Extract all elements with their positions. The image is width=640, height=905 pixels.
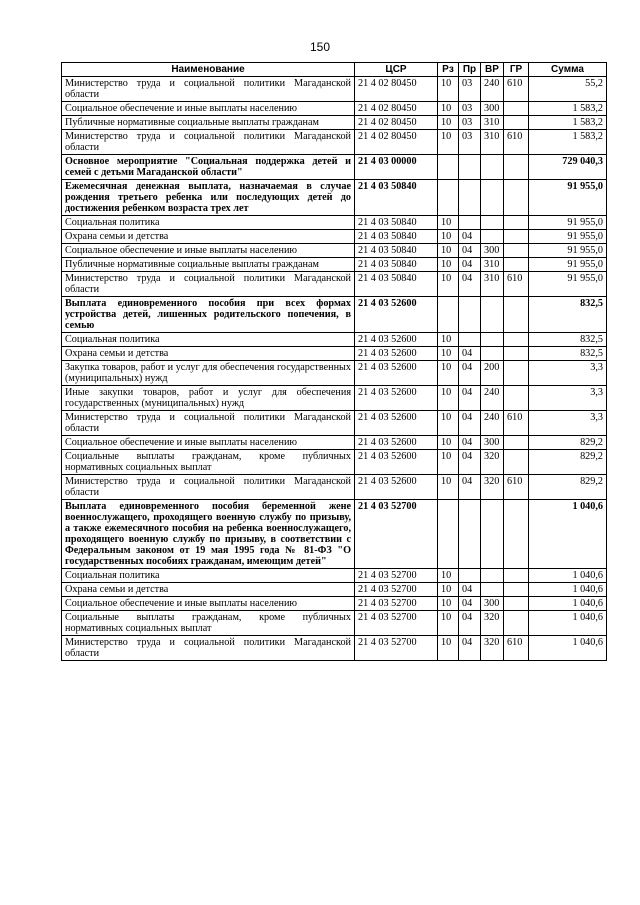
cell-rz: 10 xyxy=(438,333,459,347)
cell-csr: 21 4 03 52700 xyxy=(355,569,438,583)
cell-vr xyxy=(481,347,504,361)
cell-sum: 1 040,6 xyxy=(529,500,607,569)
header-gr: ГР xyxy=(504,63,529,77)
cell-sum: 1 040,6 xyxy=(529,597,607,611)
cell-rz: 10 xyxy=(438,411,459,436)
cell-pr xyxy=(459,569,481,583)
cell-vr xyxy=(481,180,504,216)
cell-name: Социальные выплаты гражданам, кроме публичных нормативных социальных выплат xyxy=(62,450,355,475)
cell-gr xyxy=(504,258,529,272)
cell-name: Социальное обеспечение и иные выплаты населению xyxy=(62,436,355,450)
cell-gr xyxy=(504,361,529,386)
table-row xyxy=(62,386,607,411)
cell-gr xyxy=(504,116,529,130)
table-row xyxy=(62,180,607,216)
cell-rz: 10 xyxy=(438,272,459,297)
cell-gr xyxy=(504,583,529,597)
cell-rz: 10 xyxy=(438,347,459,361)
cell-sum: 832,5 xyxy=(529,347,607,361)
cell-csr: 21 4 02 80450 xyxy=(355,102,438,116)
cell-csr: 21 4 02 80450 xyxy=(355,130,438,155)
cell-vr: 300 xyxy=(481,436,504,450)
cell-rz xyxy=(438,297,459,333)
table-row xyxy=(62,102,607,116)
cell-pr: 04 xyxy=(459,230,481,244)
cell-csr: 21 4 02 80450 xyxy=(355,77,438,102)
table-row xyxy=(62,450,607,475)
cell-name: Министерство труда и социальной политики Магаданской области xyxy=(62,130,355,155)
cell-rz: 10 xyxy=(438,475,459,500)
cell-gr xyxy=(504,347,529,361)
cell-name: Социальное обеспечение и иные выплаты населению xyxy=(62,597,355,611)
cell-pr: 03 xyxy=(459,116,481,130)
cell-csr: 21 4 03 50840 xyxy=(355,230,438,244)
cell-csr: 21 4 03 52600 xyxy=(355,475,438,500)
cell-vr: 300 xyxy=(481,597,504,611)
cell-sum: 91 955,0 xyxy=(529,230,607,244)
cell-vr: 320 xyxy=(481,475,504,500)
cell-pr xyxy=(459,155,481,180)
cell-pr xyxy=(459,297,481,333)
cell-sum: 3,3 xyxy=(529,386,607,411)
cell-vr xyxy=(481,155,504,180)
cell-rz: 10 xyxy=(438,636,459,661)
table-body xyxy=(62,77,607,661)
cell-pr: 04 xyxy=(459,258,481,272)
cell-name: Министерство труда и социальной политики Магаданской области xyxy=(62,272,355,297)
cell-name: Социальная политика xyxy=(62,333,355,347)
cell-vr: 310 xyxy=(481,130,504,155)
cell-pr: 04 xyxy=(459,386,481,411)
table-row xyxy=(62,500,607,569)
cell-name: Министерство труда и социальной политики Магаданской области xyxy=(62,475,355,500)
cell-csr: 21 4 03 52700 xyxy=(355,583,438,597)
cell-name: Публичные нормативные социальные выплаты гражданам xyxy=(62,258,355,272)
cell-pr: 03 xyxy=(459,102,481,116)
cell-rz: 10 xyxy=(438,450,459,475)
cell-rz: 10 xyxy=(438,116,459,130)
cell-sum: 1 040,6 xyxy=(529,583,607,597)
cell-sum: 1 583,2 xyxy=(529,102,607,116)
cell-name: Выплата единовременного пособия при всех формах устройства детей, лишенных родительского попечения, в семью xyxy=(62,297,355,333)
cell-pr: 03 xyxy=(459,130,481,155)
cell-sum: 1 040,6 xyxy=(529,569,607,583)
cell-name: Министерство труда и социальной политики Магаданской области xyxy=(62,77,355,102)
cell-sum: 829,2 xyxy=(529,450,607,475)
cell-rz: 10 xyxy=(438,258,459,272)
cell-csr: 21 4 02 80450 xyxy=(355,116,438,130)
cell-rz xyxy=(438,155,459,180)
table-row xyxy=(62,216,607,230)
cell-vr: 310 xyxy=(481,272,504,297)
cell-rz: 10 xyxy=(438,230,459,244)
table-row xyxy=(62,230,607,244)
cell-name: Социальное обеспечение и иные выплаты населению xyxy=(62,102,355,116)
cell-name: Социальная политика xyxy=(62,569,355,583)
cell-name: Ежемесячная денежная выплата, назначаемая в случае рождения третьего ребенка или последующих детей до достижения ребенком возраста трех лет xyxy=(62,180,355,216)
cell-csr: 21 4 03 52600 xyxy=(355,361,438,386)
cell-name: Основное мероприятие "Социальная поддержка детей и семей с детьми Магаданской области" xyxy=(62,155,355,180)
cell-pr: 04 xyxy=(459,475,481,500)
cell-vr: 240 xyxy=(481,77,504,102)
table-row xyxy=(62,636,607,661)
cell-csr: 21 4 03 50840 xyxy=(355,258,438,272)
cell-gr xyxy=(504,230,529,244)
cell-pr: 04 xyxy=(459,611,481,636)
cell-pr: 04 xyxy=(459,361,481,386)
cell-vr: 310 xyxy=(481,116,504,130)
cell-name: Социальные выплаты гражданам, кроме публичных нормативных социальных выплат xyxy=(62,611,355,636)
cell-rz: 10 xyxy=(438,386,459,411)
cell-csr: 21 4 03 52600 xyxy=(355,347,438,361)
cell-vr: 320 xyxy=(481,450,504,475)
cell-pr xyxy=(459,333,481,347)
cell-name: Охрана семьи и детства xyxy=(62,347,355,361)
cell-vr: 300 xyxy=(481,244,504,258)
cell-gr xyxy=(504,611,529,636)
cell-sum: 91 955,0 xyxy=(529,180,607,216)
table-row xyxy=(62,583,607,597)
cell-pr: 04 xyxy=(459,436,481,450)
cell-gr xyxy=(504,155,529,180)
cell-pr: 03 xyxy=(459,77,481,102)
budget-table xyxy=(61,62,607,661)
cell-rz xyxy=(438,500,459,569)
header-vr: ВР xyxy=(481,63,504,77)
cell-sum: 91 955,0 xyxy=(529,272,607,297)
cell-gr xyxy=(504,180,529,216)
cell-gr xyxy=(504,569,529,583)
table-row xyxy=(62,611,607,636)
cell-gr xyxy=(504,436,529,450)
table-row xyxy=(62,569,607,583)
header-pr: Пр xyxy=(459,63,481,77)
cell-gr: 610 xyxy=(504,130,529,155)
cell-pr xyxy=(459,500,481,569)
cell-rz: 10 xyxy=(438,597,459,611)
cell-sum: 729 040,3 xyxy=(529,155,607,180)
cell-pr xyxy=(459,216,481,230)
cell-name: Охрана семьи и детства xyxy=(62,583,355,597)
cell-pr: 04 xyxy=(459,450,481,475)
cell-name: Публичные нормативные социальные выплаты гражданам xyxy=(62,116,355,130)
cell-pr: 04 xyxy=(459,272,481,297)
cell-sum: 1 040,6 xyxy=(529,636,607,661)
cell-name: Иные закупки товаров, работ и услуг для обеспечения государственных (муниципальных) нужд xyxy=(62,386,355,411)
cell-name: Охрана семьи и детства xyxy=(62,230,355,244)
cell-vr xyxy=(481,230,504,244)
cell-sum: 91 955,0 xyxy=(529,244,607,258)
cell-vr xyxy=(481,297,504,333)
cell-rz: 10 xyxy=(438,583,459,597)
cell-sum: 832,5 xyxy=(529,333,607,347)
table-row xyxy=(62,77,607,102)
table-row xyxy=(62,411,607,436)
cell-rz: 10 xyxy=(438,102,459,116)
cell-gr: 610 xyxy=(504,475,529,500)
cell-rz: 10 xyxy=(438,77,459,102)
cell-name: Выплата единовременного пособия беременной жене военнослужащего, проходящего военную службу по призыву, а также ежемесячного пособия на ребенка военнослужащего, проходящего военную службу по призыву, в соответствии с Федеральным законом от 19 мая 1995 года № 81-ФЗ "О государственных пособиях гражданам, имеющим детей" xyxy=(62,500,355,569)
cell-gr: 610 xyxy=(504,636,529,661)
cell-pr: 04 xyxy=(459,597,481,611)
cell-gr xyxy=(504,386,529,411)
cell-pr: 04 xyxy=(459,347,481,361)
cell-vr: 200 xyxy=(481,361,504,386)
table-row xyxy=(62,333,607,347)
cell-vr: 240 xyxy=(481,411,504,436)
cell-pr: 04 xyxy=(459,583,481,597)
cell-vr: 240 xyxy=(481,386,504,411)
cell-gr xyxy=(504,597,529,611)
header-rz: Рз xyxy=(438,63,459,77)
cell-gr: 610 xyxy=(504,272,529,297)
cell-vr: 310 xyxy=(481,258,504,272)
cell-vr xyxy=(481,333,504,347)
table-row xyxy=(62,361,607,386)
table-row xyxy=(62,436,607,450)
cell-csr: 21 4 03 50840 xyxy=(355,216,438,230)
cell-rz xyxy=(438,180,459,216)
cell-rz: 10 xyxy=(438,611,459,636)
cell-csr: 21 4 03 52700 xyxy=(355,636,438,661)
cell-sum: 829,2 xyxy=(529,436,607,450)
header-sum: Сумма xyxy=(529,63,607,77)
cell-sum: 1 583,2 xyxy=(529,130,607,155)
cell-vr xyxy=(481,500,504,569)
cell-pr: 04 xyxy=(459,244,481,258)
cell-sum: 3,3 xyxy=(529,361,607,386)
cell-vr xyxy=(481,569,504,583)
cell-name: Министерство труда и социальной политики Магаданской области xyxy=(62,411,355,436)
cell-vr xyxy=(481,216,504,230)
cell-csr: 21 4 03 52600 xyxy=(355,386,438,411)
cell-rz: 10 xyxy=(438,216,459,230)
cell-rz: 10 xyxy=(438,436,459,450)
cell-name: Социальная политика xyxy=(62,216,355,230)
cell-gr xyxy=(504,500,529,569)
cell-csr: 21 4 03 52600 xyxy=(355,436,438,450)
cell-sum: 91 955,0 xyxy=(529,258,607,272)
cell-gr xyxy=(504,244,529,258)
table-row xyxy=(62,155,607,180)
table-row xyxy=(62,597,607,611)
cell-sum: 55,2 xyxy=(529,77,607,102)
cell-gr: 610 xyxy=(504,77,529,102)
table-row xyxy=(62,272,607,297)
cell-name: Министерство труда и социальной политики Магаданской области xyxy=(62,636,355,661)
cell-name: Социальное обеспечение и иные выплаты населению xyxy=(62,244,355,258)
cell-gr: 610 xyxy=(504,411,529,436)
cell-rz: 10 xyxy=(438,244,459,258)
table-row xyxy=(62,347,607,361)
cell-pr xyxy=(459,180,481,216)
cell-pr: 04 xyxy=(459,636,481,661)
table-row xyxy=(62,116,607,130)
header-csr: ЦСР xyxy=(355,63,438,77)
cell-csr: 21 4 03 50840 xyxy=(355,272,438,297)
cell-pr: 04 xyxy=(459,411,481,436)
cell-gr xyxy=(504,333,529,347)
cell-gr xyxy=(504,450,529,475)
cell-sum: 829,2 xyxy=(529,475,607,500)
page-number: 150 xyxy=(309,40,331,54)
cell-vr: 320 xyxy=(481,636,504,661)
header-name: Наименование xyxy=(62,63,355,77)
cell-csr: 21 4 03 52600 xyxy=(355,333,438,347)
cell-gr xyxy=(504,216,529,230)
cell-rz: 10 xyxy=(438,361,459,386)
cell-gr xyxy=(504,102,529,116)
cell-csr: 21 4 03 52700 xyxy=(355,597,438,611)
cell-sum: 832,5 xyxy=(529,297,607,333)
cell-csr: 21 4 03 00000 xyxy=(355,155,438,180)
cell-rz: 10 xyxy=(438,569,459,583)
cell-name: Закупка товаров, работ и услуг для обеспечения государственных (муниципальных) нужд xyxy=(62,361,355,386)
table-row xyxy=(62,297,607,333)
cell-csr: 21 4 03 50840 xyxy=(355,244,438,258)
cell-vr: 320 xyxy=(481,611,504,636)
cell-csr: 21 4 03 52700 xyxy=(355,611,438,636)
table-row xyxy=(62,475,607,500)
cell-vr xyxy=(481,583,504,597)
cell-csr: 21 4 03 52600 xyxy=(355,411,438,436)
cell-vr: 300 xyxy=(481,102,504,116)
cell-csr: 21 4 03 52600 xyxy=(355,297,438,333)
table-row xyxy=(62,258,607,272)
cell-csr: 21 4 03 52700 xyxy=(355,500,438,569)
cell-sum: 91 955,0 xyxy=(529,216,607,230)
cell-sum: 1 583,2 xyxy=(529,116,607,130)
cell-csr: 21 4 03 52600 xyxy=(355,450,438,475)
table-row xyxy=(62,244,607,258)
cell-gr xyxy=(504,297,529,333)
cell-csr: 21 4 03 50840 xyxy=(355,180,438,216)
cell-rz: 10 xyxy=(438,130,459,155)
cell-sum: 1 040,6 xyxy=(529,611,607,636)
cell-sum: 3,3 xyxy=(529,411,607,436)
table-header-row xyxy=(62,63,607,77)
table-row xyxy=(62,130,607,155)
